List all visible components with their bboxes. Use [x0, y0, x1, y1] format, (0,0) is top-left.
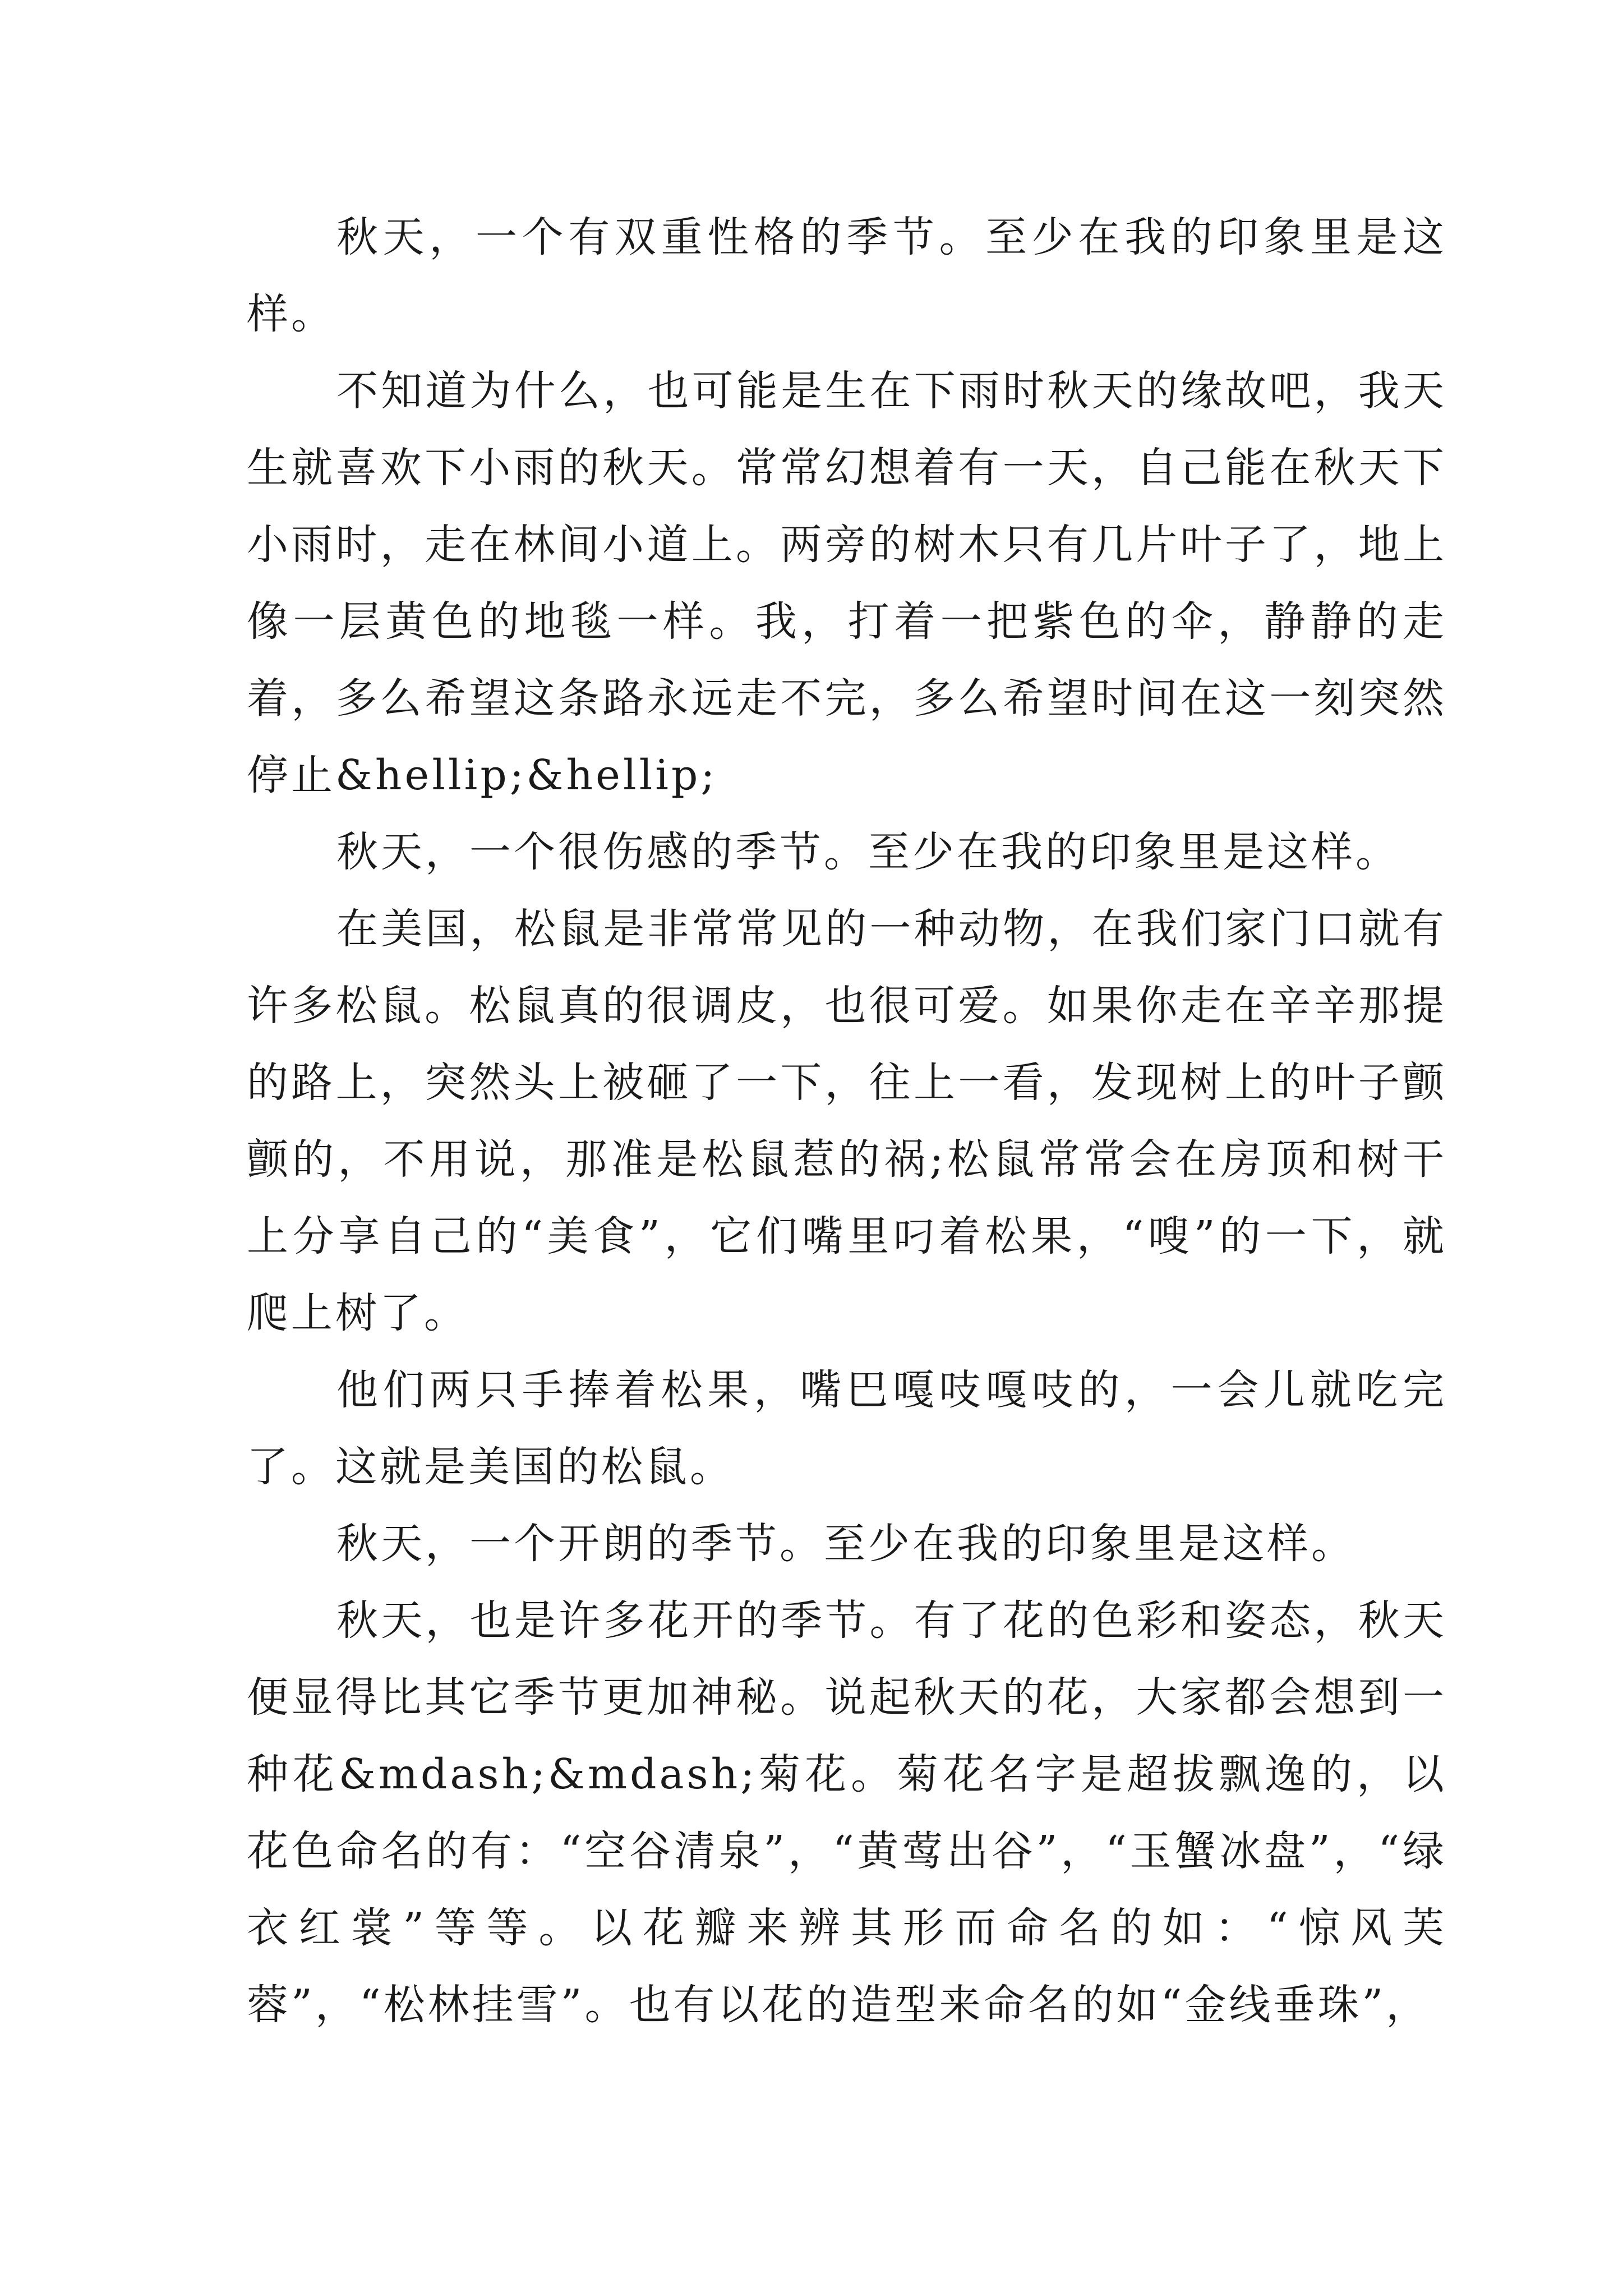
document-body [247, 199, 1447, 2044]
paragraph-3: 秋天，一个很伤感的季节。至少在我的印象里是这样。 [336, 828, 1400, 876]
paragraph-7: 秋天，也是许多花开的季节。有了花的色彩和姿态，秋天便显得比其它季节更加神秘。说起秋天的花，大家都会想到一种花&mdash;&mdash;菊花。菊花名字是超拔飘逸的，以花色命名的有：“空谷清泉”，“黄莺出谷”，“玉蟹冰盘”，“绿衣红裳”等等。以花瓣来辨其形而命名的如：“惊风芙蓉”，“松林挂雪”。也有以花的造型来命名的如“金线垂珠”， [247, 1596, 1447, 2029]
paragraph-5: 他们两只手捧着松果，嘴巴嘎吱嘎吱的，一会儿就吃完了。这就是美国的松鼠。 [247, 1366, 1447, 1491]
paragraph-6: 秋天，一个开朗的季节。至少在我的印象里是这样。 [336, 1520, 1355, 1568]
paragraph-2: 不知道为什么，也可能是生在下雨时秋天的缘故吧，我天生就喜欢下小雨的秋天。常常幻想着有一天，自己能在秋天下小雨时，走在林间小道上。两旁的树木只有几片叶子了，地上像一层黄色的地毯一样。我，打着一把紫色的伞，静静的走着，多么希望这条路永远走不完，多么希望时间在这一刻突然停止&hellip;&hellip; [247, 367, 1447, 799]
paragraph-1: 秋天，一个有双重性格的季节。至少在我的印象里是这样。 [247, 213, 1447, 338]
paragraph-4: 在美国，松鼠是非常常见的一种动物，在我们家门口就有许多松鼠。松鼠真的很调皮，也很可爱。如果你走在辛辛那提的路上，突然头上被砸了一下，往上一看，发现树上的叶子颤颤的，不用说，那准是松鼠惹的祸;松鼠常常会在房顶和树干上分享自己的“美食”，它们嘴里叼着松果，“嗖”的一下，就爬上树了。 [247, 905, 1447, 1337]
